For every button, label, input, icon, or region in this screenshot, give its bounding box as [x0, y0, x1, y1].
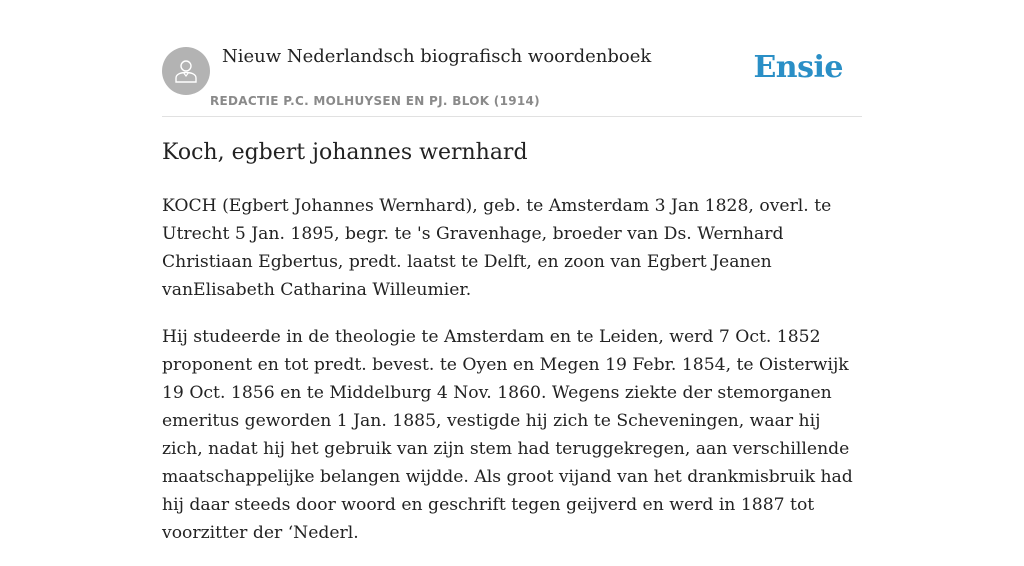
- entry-title: Koch, egbert johannes wernhard: [162, 140, 528, 165]
- book-editors: REDACTIE P.C. MOLHUYSEN EN PJ. BLOK (1914): [210, 94, 540, 108]
- book-title[interactable]: Nieuw Nederlandsch biografisch woordenboek: [222, 46, 652, 67]
- book-header: [162, 46, 862, 117]
- avatar[interactable]: [162, 47, 210, 95]
- brand-logo[interactable]: Ensie: [753, 50, 843, 85]
- entry-paragraph: Hij studeerde in de theologie te Amsterdam en te Leiden, werd 7 Oct. 1852 proponent en tot predt. bevest. te Oyen en Megen 19 Febr. 1854, te Oisterwijk 19 Oct. 1856 en te Middelburg 4 Nov. 1860. Wegens ziekte der stemorganen emeritus geworden 1 Jan. 1885, vestigde hij zich te Scheveningen, waar hij zich, nadat hij het gebruik van zijn stem had teruggekregen, aan verschillende maatschappelijke belangen wijdde. Als groot vijand van het drankmisbruik had hij daar steeds door woord en geschrift tegen geijverd en werd in 1887 tot voorzitter der ‘Nederl.: [162, 327, 853, 543]
- entry-body: [162, 192, 862, 566]
- user-icon: [172, 57, 200, 85]
- entry-paragraph: KOCH (Egbert Johannes Wernhard), geb. te Amsterdam 3 Jan 1828, overl. te Utrecht 5 Jan. 1895, begr. te 's Gravenhage, broeder van Ds. Wernhard Christiaan Egbertus, predt. laatst te Delft, en zoon van Egbert Jeanen vanElisabeth Catharina Willeumier.: [162, 196, 832, 300]
